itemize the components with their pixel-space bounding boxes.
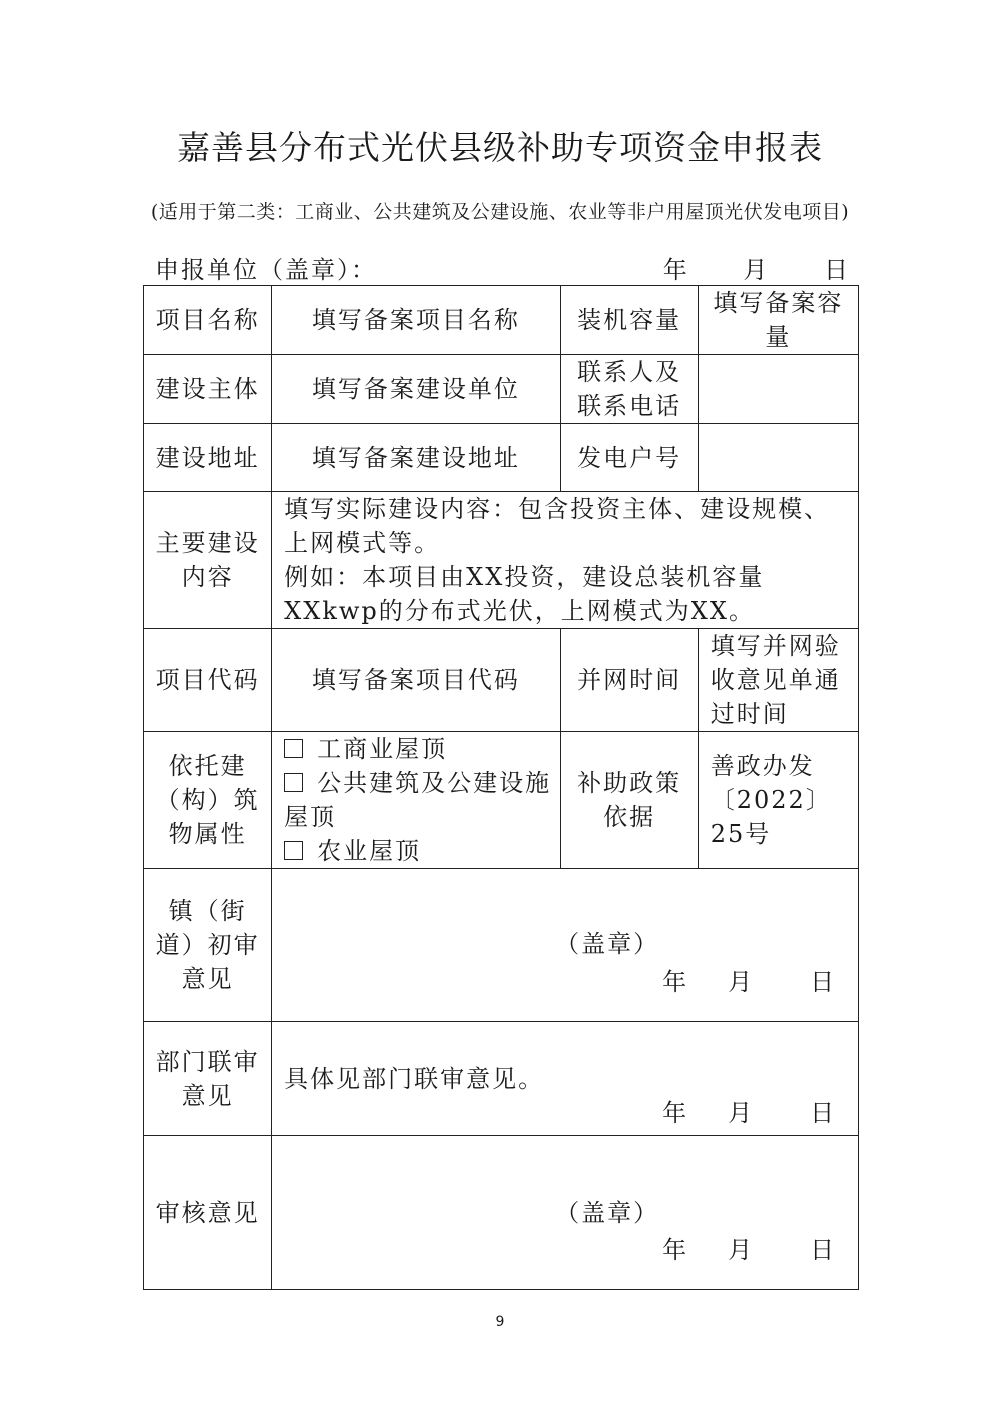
project-code-label: 项目代码 [144,629,272,732]
town-opinion-field[interactable] [272,869,859,1022]
row-dept-opinion [144,1022,859,1136]
project-name-label: 项目名称 [144,286,272,355]
checkbox-option-public[interactable] [284,766,551,834]
row-project-name [144,286,859,355]
building-type-label: 依托建（构）筑物属性 [144,732,272,869]
capacity-value[interactable]: 填写备案容量 [698,286,858,355]
builder-label: 建设主体 [144,355,272,424]
grid-time-label: 并网时间 [560,629,698,732]
row-town-opinion [144,869,859,1022]
town-day: 日 [810,968,837,996]
applicant-unit-label: 申报单位（盖章）： [155,256,377,284]
row-builder [144,355,859,424]
header-year: 年 [662,256,689,284]
header-date [663,250,850,285]
builder-value[interactable]: 填写备案建设单位 [272,355,560,424]
review-year: 年 [662,1236,689,1264]
contact-label: 联系人及联系电话 [560,355,698,424]
review-opinion-field[interactable] [272,1136,859,1290]
option-label: 公共建筑及公建设施屋顶 [284,769,552,831]
town-year: 年 [662,968,689,996]
header-month: 月 [743,256,770,284]
page-number: 9 [495,1314,505,1330]
building-type-options [272,732,560,869]
content-label: 主要建设内容 [144,492,272,629]
row-address [144,424,859,492]
project-code-value[interactable]: 填写备案项目代码 [272,629,560,732]
option-label: 农业屋顶 [317,837,422,865]
policy-label: 补助政策依据 [560,732,698,869]
review-day: 日 [810,1236,837,1264]
checkbox-icon[interactable] [284,841,303,860]
dept-month: 月 [728,1099,755,1127]
contact-value[interactable] [698,355,858,424]
row-building-type [144,732,859,869]
application-form-table [143,285,859,1290]
content-line-2: 例如：本项目由XX投资，建设总装机容量XXkwp的分布式光伏，上网模式为XX。 [284,563,765,625]
content-value[interactable] [272,492,859,629]
dept-day: 日 [810,1099,837,1127]
checkbox-option-commercial[interactable] [284,732,551,766]
policy-value: 善政办发〔2022〕25号 [698,732,858,869]
town-opinion-label: 镇（街道）初审意见 [144,869,272,1022]
town-month: 月 [728,968,755,996]
dept-opinion-field[interactable] [272,1022,859,1136]
town-seal: （盖章） [555,930,660,958]
checkbox-icon[interactable] [284,773,303,792]
header-day: 日 [824,256,850,284]
dept-opinion-label: 部门联审意见 [144,1022,272,1136]
row-content [144,492,859,629]
review-opinion-label: 审核意见 [144,1136,272,1290]
account-label: 发电户号 [560,424,698,492]
project-name-value[interactable]: 填写备案项目名称 [272,286,560,355]
row-review-opinion [144,1136,859,1290]
review-seal: （盖章） [555,1199,660,1227]
content-line-1: 填写实际建设内容：包含投资主体、建设规模、上网模式等。 [284,495,831,557]
checkbox-option-agriculture[interactable] [284,834,551,868]
review-month: 月 [728,1236,755,1264]
address-value[interactable]: 填写备案建设地址 [272,424,560,492]
row-project-code [144,629,859,732]
account-value[interactable] [698,424,858,492]
applicant-unit-row [155,250,850,284]
address-label: 建设地址 [144,424,272,492]
form-subtitle: (适用于第二类：工商业、公共建筑及公建设施、农业等非户用屋顶光伏发电项目) [150,201,850,223]
option-label: 工商业屋顶 [317,735,448,763]
checkbox-icon[interactable] [284,739,303,758]
capacity-label: 装机容量 [560,286,698,355]
grid-time-value[interactable]: 填写并网验收意见单通过时间 [698,629,858,732]
form-title: 嘉善县分布式光伏县级补助专项资金申报表 [177,128,823,167]
dept-year: 年 [662,1099,689,1127]
dept-opinion-text: 具体见部门联审意见。 [284,1065,545,1093]
